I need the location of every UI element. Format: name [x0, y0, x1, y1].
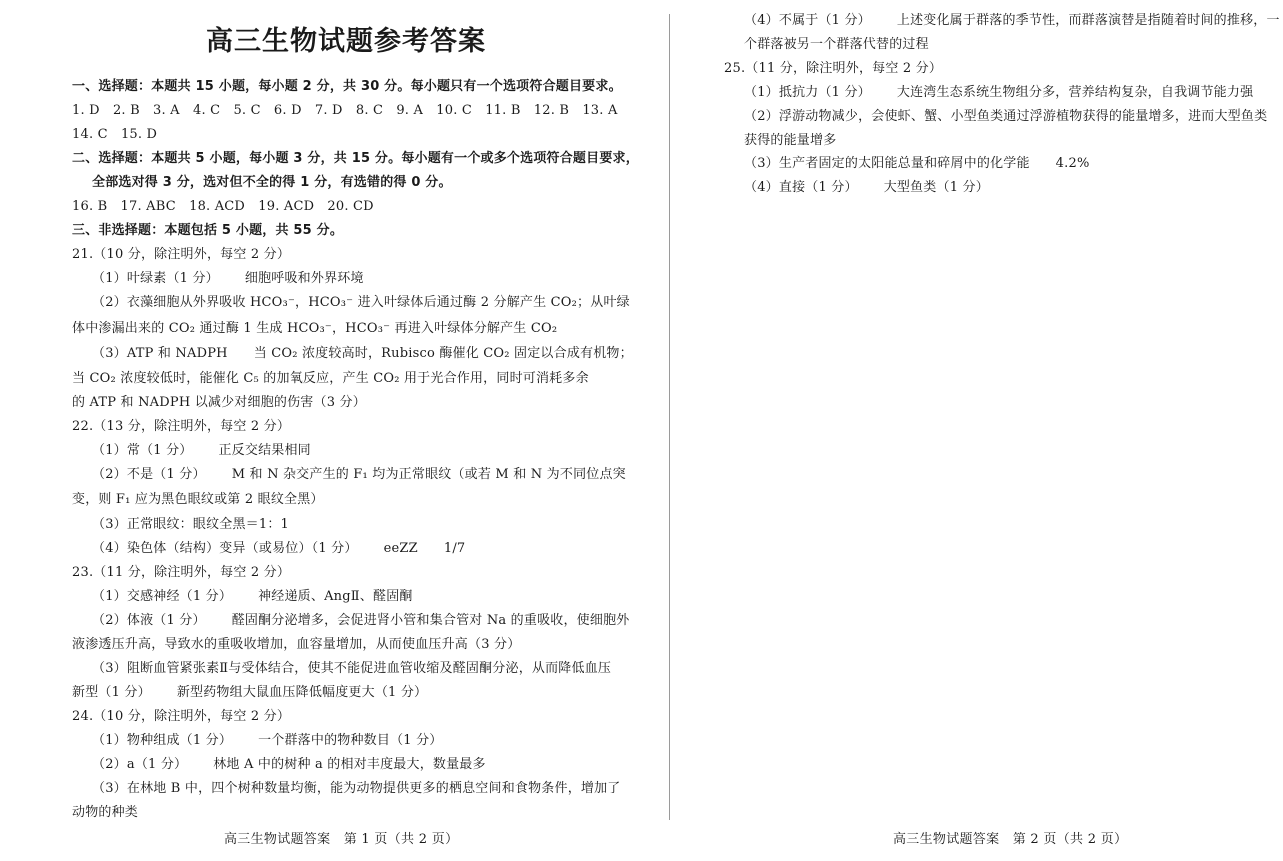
- q21-answer-2-cont: 体中渗漏出来的 CO₂ 通过酶 1 生成 HCO₃⁻，HCO₃⁻ 再进入叶绿体分解产生 CO₂: [72, 321, 558, 336]
- q21-answer-3-cont2: 的 ATP 和 NADPH 以减少对细胞的伤害（3 分）: [72, 395, 366, 410]
- q21-answer-1: （1）叶绿素（1 分） 细胞呼吸和外界环境: [92, 271, 364, 286]
- q25-answer-2: （2）浮游动物减少，会使虾、蟹、小型鱼类通过浮游植物获得的能量增多，进而大型鱼类: [744, 109, 1268, 124]
- q24-answer-3-cont: 动物的种类: [72, 805, 139, 820]
- q22-answer-4: （4）染色体（结构）变异（或易位）（1 分） eeZZ 1/7: [92, 541, 466, 556]
- q23-answer-1: （1）交感神经（1 分） 神经递质、AngⅡ、醛固酮: [92, 589, 413, 604]
- section-2-answers: 16. B 17. ABC 18. ACD 19. ACD 20. CD: [72, 199, 374, 214]
- section-3-header: 三、非选择题：本题包括 5 小题，共 55 分。: [72, 223, 344, 238]
- q24-answer-2: （2）a（1 分） 林地 A 中的树种 a 的相对丰度最大，数量最多: [92, 757, 486, 772]
- q22-answer-2: （2）不是（1 分） M 和 N 杂交产生的 F₁ 均为正常眼纹（或若 M 和 N 为不同位点突: [92, 467, 626, 482]
- q23-answer-2-cont: 液渗透压升高，导致水的重吸收增加，血容量增加，从而使血压升高（3 分）: [72, 637, 521, 652]
- q21-answer-3-cont: 当 CO₂ 浓度较低时，能催化 C₅ 的加氧反应，产生 CO₂ 用于光合作用，同时可消耗多余: [72, 371, 589, 386]
- q24-answer-3: （3）在林地 B 中，四个树种数量均衡，能为动物提供更多的栖息空间和食物条件，增加了: [92, 781, 621, 796]
- page-footer-1: 高三生物试题答案 第 1 页（共 2 页）: [224, 832, 459, 847]
- q21-answer-3: （3）ATP 和 NADPH 当 CO₂ 浓度较高时，Rubisco 酶催化 CO₂ 固定以合成有机物；: [92, 346, 633, 361]
- q25-answer-3: （3）生产者固定的太阳能总量和碎屑中的化学能 4.2%: [744, 156, 1090, 171]
- question-25-header: 25.（11 分，除注明外，每空 2 分）: [724, 61, 943, 76]
- section-2-header-cont: 全部选对得 3 分，选对但不全的得 1 分，有选错的得 0 分。: [92, 175, 452, 190]
- question-21-header: 21.（10 分，除注明外，每空 2 分）: [72, 247, 291, 262]
- section-2-header: 二、选择题：本题共 5 小题，每小题 3 分，共 15 分。每小题有一个或多个选项符合题目要求，: [72, 151, 639, 166]
- question-23-header: 23.（11 分，除注明外，每空 2 分）: [72, 565, 291, 580]
- section-1-header: 一、选择题：本题共 15 小题，每小题 2 分，共 30 分。每小题只有一个选项符合题目要求。: [72, 79, 622, 94]
- q22-answer-3: （3）正常眼纹：眼纹全黑＝1：1: [92, 517, 290, 532]
- q24-answer-4-cont: 个群落被另一个群落代替的过程: [744, 37, 929, 52]
- column-divider: [669, 14, 670, 820]
- q25-answer-1: （1）抵抗力（1 分） 大连湾生态系统生物组分多，营养结构复杂，自我调节能力强: [744, 85, 1254, 100]
- q24-answer-1: （1）物种组成（1 分） 一个群落中的物种数目（1 分）: [92, 733, 443, 748]
- question-22-header: 22.（13 分，除注明外，每空 2 分）: [72, 419, 291, 434]
- section-1-answers: 1. D 2. B 3. A 4. C 5. C 6. D 7. D 8. C 9. A 10. C 11. B 12. B 13. A: [72, 103, 618, 118]
- q22-answer-2-cont: 变，则 F₁ 应为黑色眼纹或第 2 眼纹全黑）: [72, 492, 324, 507]
- question-24-header: 24.（10 分，除注明外，每空 2 分）: [72, 709, 291, 724]
- section-1-answers-cont: 14. C 15. D: [72, 127, 158, 142]
- q23-answer-3-cont: 新型（1 分） 新型药物组大鼠血压降低幅度更大（1 分）: [72, 685, 428, 700]
- q21-answer-2: （2）衣藻细胞从外界吸收 HCO₃⁻，HCO₃⁻ 进入叶绿体后通过酶 2 分解产生 CO₂；从叶绿: [92, 295, 630, 310]
- document-title: 高三生物试题参考答案: [206, 26, 486, 57]
- q22-answer-1: （1）常（1 分） 正反交结果相同: [92, 443, 311, 458]
- q24-answer-4: （4）不属于（1 分） 上述变化属于群落的季节性，而群落演替是指随着时间的推移，一: [744, 13, 1280, 28]
- q25-answer-4: （4）直接（1 分） 大型鱼类（1 分）: [744, 180, 989, 195]
- q23-answer-3: （3）阻断血管紧张素Ⅱ与受体结合，使其不能促进血管收缩及醛固酮分泌，从而降低血压: [92, 661, 612, 676]
- page-footer-2: 高三生物试题答案 第 2 页（共 2 页）: [893, 832, 1128, 847]
- q23-answer-2: （2）体液（1 分） 醛固酮分泌增多，会促进肾小管和集合管对 Na 的重吸收，使细胞外: [92, 613, 630, 628]
- q25-answer-2-cont: 获得的能量增多: [744, 133, 837, 148]
